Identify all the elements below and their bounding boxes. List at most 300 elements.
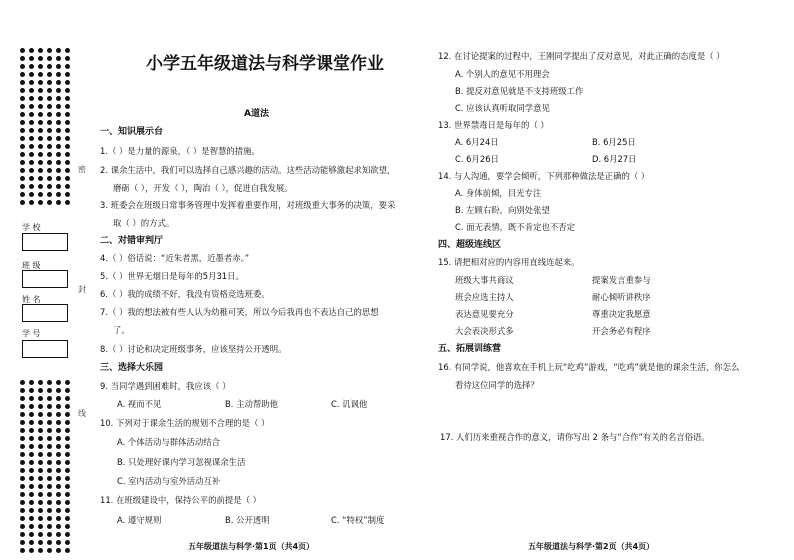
match-left-1: 班级大事共商议: [455, 275, 514, 285]
answer-dot: [47, 524, 52, 529]
answer-dot: [47, 64, 52, 69]
answer-dot: [65, 396, 70, 401]
answer-dot: [65, 476, 70, 481]
match-right-2: 耐心倾听讲秩序: [592, 292, 651, 302]
answer-dot: [65, 96, 70, 101]
answer-dot: [38, 104, 43, 109]
answer-dot: [47, 412, 52, 417]
answer-dot: [56, 152, 61, 157]
answer-dot: [29, 168, 34, 173]
answer-dot: [47, 388, 52, 393]
answer-dot: [65, 168, 70, 173]
question-11-option-a: A. 遵守规则: [117, 515, 162, 525]
answer-dot: [20, 48, 25, 53]
answer-dot: [29, 444, 34, 449]
answer-dot: [20, 192, 25, 197]
answer-dot: [47, 184, 52, 189]
question-7-line-1: 7.（ ）我的想法被有些人认为幼稚可笑，所以今后我再也不表达自己的思想: [100, 307, 379, 317]
answer-dot: [29, 508, 34, 513]
question-11-option-c: C. “特权”制度: [331, 515, 385, 525]
answer-dot: [47, 452, 52, 457]
answer-dot: [65, 176, 70, 181]
question-9-option-b: B. 主动帮助他: [225, 399, 278, 409]
answer-dot: [65, 388, 70, 393]
answer-dot: [38, 64, 43, 69]
answer-dot: [47, 200, 52, 205]
section-5-heading: 五、拓展训练营: [438, 344, 502, 354]
answer-dot: [20, 404, 25, 409]
question-14-option-a: A. 身体前倾，目光专注: [455, 188, 542, 198]
answer-dot: [47, 96, 52, 101]
answer-dot: [56, 72, 61, 77]
answer-dot: [20, 428, 25, 433]
answer-dot: [20, 176, 25, 181]
answer-dot: [38, 168, 43, 173]
answer-dot: [38, 96, 43, 101]
class-label: 班 级: [22, 261, 41, 270]
question-10-option-b: B. 只处理好课内学习忽视课余生活: [117, 457, 246, 467]
answer-dot: [65, 152, 70, 157]
seal-mi: 密: [78, 165, 86, 174]
answer-dot: [29, 380, 34, 385]
answer-dot: [47, 80, 52, 85]
question-13-option-b: B. 6月25日: [592, 137, 636, 147]
answer-dot: [20, 128, 25, 133]
answer-dot: [29, 136, 34, 141]
answer-dot: [56, 120, 61, 125]
answer-dot: [47, 160, 52, 165]
answer-dot: [29, 484, 34, 489]
answer-dot: [56, 56, 61, 61]
answer-dot: [47, 152, 52, 157]
answer-dot: [47, 436, 52, 441]
answer-dot: [20, 452, 25, 457]
answer-dot: [65, 200, 70, 205]
seal-xian: 线: [78, 409, 86, 418]
answer-dot: [56, 540, 61, 545]
answer-dot: [20, 96, 25, 101]
answer-dot: [65, 412, 70, 417]
answer-dot: [56, 484, 61, 489]
answer-dot: [65, 532, 70, 537]
answer-dot: [65, 380, 70, 385]
answer-dot: [56, 160, 61, 165]
answer-dot: [56, 460, 61, 465]
question-14-option-b: B. 左顾右盼，向别处张望: [455, 205, 550, 215]
answer-dot: [56, 104, 61, 109]
answer-dot: [20, 532, 25, 537]
answer-dot: [47, 120, 52, 125]
answer-dot: [20, 492, 25, 497]
answer-dot: [20, 388, 25, 393]
answer-dot: [56, 468, 61, 473]
answer-dot: [29, 160, 34, 165]
question-11-option-b: B. 公开透明: [225, 515, 270, 525]
answer-dot: [65, 160, 70, 165]
answer-dot: [29, 396, 34, 401]
class-field[interactable]: [22, 270, 68, 288]
match-left-2: 班会应选主持人: [455, 292, 514, 302]
answer-dot: [20, 476, 25, 481]
answer-dot: [65, 88, 70, 93]
answer-dot: [56, 96, 61, 101]
answer-dot: [29, 64, 34, 69]
answer-dot: [29, 88, 34, 93]
answer-dot: [47, 48, 52, 53]
answer-dot: [38, 484, 43, 489]
answer-dot: [38, 412, 43, 417]
question-9-option-a: A. 视而不见: [117, 399, 162, 409]
page-title: 小学五年级道法与科学课堂作业: [146, 54, 384, 74]
answer-dot-grid-bottom: [20, 380, 72, 555]
answer-dot: [38, 48, 43, 53]
answer-dot: [38, 388, 43, 393]
answer-dot: [56, 388, 61, 393]
number-label: 学 号: [22, 329, 41, 338]
answer-dot: [65, 120, 70, 125]
answer-dot: [29, 388, 34, 393]
answer-dot: [47, 128, 52, 133]
answer-dot: [56, 548, 61, 553]
question-10-option-c: C. 室内活动与室外活动互补: [117, 476, 221, 486]
answer-dot: [47, 168, 52, 173]
answer-dot: [20, 420, 25, 425]
answer-dot: [65, 48, 70, 53]
answer-dot: [29, 540, 34, 545]
answer-dot: [47, 56, 52, 61]
answer-dot: [38, 516, 43, 521]
answer-dot: [38, 120, 43, 125]
answer-dot: [65, 192, 70, 197]
left-footer: 五年级道法与科学·第1页（共4页）: [188, 542, 315, 551]
answer-dot: [56, 452, 61, 457]
answer-dot: [29, 144, 34, 149]
question-3-line-1: 3. 班委会在班级日常事务管理中发挥着重要作用，对班级重大事务的决策，要采: [100, 200, 396, 210]
answer-dot: [20, 88, 25, 93]
answer-dot: [56, 524, 61, 529]
answer-dot: [47, 500, 52, 505]
answer-dot: [65, 436, 70, 441]
answer-dot: [29, 428, 34, 433]
answer-dot: [38, 444, 43, 449]
question-10-option-a: A. 个体活动与群体活动结合: [117, 437, 221, 447]
answer-dot: [56, 492, 61, 497]
question-7-line-2: 了。: [113, 325, 130, 335]
answer-dot: [56, 176, 61, 181]
answer-dot: [38, 420, 43, 425]
answer-dot: [38, 436, 43, 441]
school-label: 学 校: [22, 223, 41, 232]
answer-dot: [20, 64, 25, 69]
question-12: 12. 在讨论提案的过程中，王刚同学提出了反对意见，对此正确的态度是（ ）: [438, 51, 725, 61]
answer-dot: [20, 468, 25, 473]
answer-dot: [20, 516, 25, 521]
answer-dot: [56, 508, 61, 513]
answer-dot: [56, 112, 61, 117]
answer-dot: [47, 420, 52, 425]
answer-dot: [29, 516, 34, 521]
answer-dot: [29, 104, 34, 109]
seal-feng: 封: [78, 285, 86, 294]
answer-dot: [20, 460, 25, 465]
answer-dot: [20, 484, 25, 489]
answer-dot: [38, 72, 43, 77]
answer-dot: [20, 160, 25, 165]
answer-dot: [38, 500, 43, 505]
answer-dot: [38, 452, 43, 457]
answer-dot: [65, 548, 70, 553]
answer-dot: [29, 420, 34, 425]
answer-dot-grid-top: [20, 48, 72, 208]
answer-dot: [20, 540, 25, 545]
answer-dot: [47, 548, 52, 553]
answer-dot: [29, 48, 34, 53]
answer-dot: [29, 468, 34, 473]
answer-dot: [56, 192, 61, 197]
answer-dot: [56, 48, 61, 53]
answer-dot: [38, 428, 43, 433]
question-14-option-c: C. 面无表情，既不肯定也不否定: [455, 222, 576, 232]
answer-dot: [20, 184, 25, 189]
answer-dot: [20, 80, 25, 85]
answer-dot: [65, 404, 70, 409]
answer-dot: [29, 96, 34, 101]
answer-dot: [56, 136, 61, 141]
section-1-heading: 一、知识展示台: [100, 127, 164, 137]
answer-dot: [29, 128, 34, 133]
answer-dot: [47, 380, 52, 385]
answer-dot: [65, 184, 70, 189]
answer-dot: [38, 396, 43, 401]
question-1: 1.（ ）是力量的源泉，（ ）是智慧的措施。: [100, 146, 260, 156]
answer-dot: [20, 548, 25, 553]
answer-dot: [65, 80, 70, 85]
answer-dot: [20, 104, 25, 109]
answer-dot: [20, 144, 25, 149]
answer-dot: [29, 176, 34, 181]
answer-dot: [29, 548, 34, 553]
answer-dot: [20, 112, 25, 117]
question-14: 14. 与人沟通，要学会倾听，下列那种做法是正确的（ ）: [438, 171, 650, 181]
question-12-option-a: A. 个别人的意见不用理会: [455, 69, 550, 79]
answer-dot: [56, 80, 61, 85]
answer-dot: [47, 476, 52, 481]
answer-dot: [47, 136, 52, 141]
school-field[interactable]: [22, 233, 68, 251]
answer-dot: [56, 420, 61, 425]
answer-dot: [65, 444, 70, 449]
question-3-line-2: 取（ ）的方式。: [113, 218, 175, 228]
answer-dot: [65, 112, 70, 117]
question-12-option-b: B. 提反对意见就是不支持班级工作: [455, 86, 584, 96]
answer-dot: [20, 412, 25, 417]
answer-dot: [65, 136, 70, 141]
match-right-3: 尊重决定我愿意: [592, 309, 651, 319]
answer-dot: [38, 56, 43, 61]
answer-dot: [38, 80, 43, 85]
answer-dot: [38, 548, 43, 553]
answer-dot: [29, 80, 34, 85]
answer-dot: [38, 144, 43, 149]
part-heading: A道法: [244, 109, 269, 119]
question-17: 17. 人们历来重视合作的意义，请你写出 2 条与“合作”有关的名言俗语。: [440, 432, 710, 442]
answer-dot: [56, 500, 61, 505]
answer-dot: [56, 516, 61, 521]
answer-dot: [29, 452, 34, 457]
question-12-option-c: C. 应该认真听取同学意见: [455, 103, 550, 113]
answer-dot: [47, 144, 52, 149]
answer-dot: [47, 516, 52, 521]
answer-dot: [56, 128, 61, 133]
answer-dot: [29, 120, 34, 125]
answer-dot: [65, 452, 70, 457]
answer-dot: [65, 72, 70, 77]
answer-dot: [20, 396, 25, 401]
answer-dot: [29, 72, 34, 77]
question-13-option-d: D. 6月27日: [592, 154, 637, 164]
name-label: 姓 名: [22, 295, 41, 304]
answer-dot: [47, 444, 52, 449]
answer-dot: [56, 476, 61, 481]
answer-dot: [20, 508, 25, 513]
answer-dot: [47, 428, 52, 433]
answer-dot: [56, 436, 61, 441]
answer-dot: [29, 476, 34, 481]
question-13-option-c: C. 6月26日: [455, 154, 499, 164]
answer-dot: [65, 144, 70, 149]
answer-dot: [29, 184, 34, 189]
answer-dot: [38, 468, 43, 473]
question-2-line-2: 磨砺（ ），开发（ ），陶冶（ ），促进自我发展。: [113, 183, 293, 193]
answer-dot: [38, 380, 43, 385]
question-16-line-1: 16. 有同学说，他喜欢在手机上玩“吃鸡”游戏，“吃鸡”就是他的课余生活，你怎么: [438, 362, 740, 372]
answer-dot: [29, 524, 34, 529]
answer-dot: [38, 192, 43, 197]
answer-dot: [56, 88, 61, 93]
answer-dot: [38, 88, 43, 93]
answer-dot: [29, 112, 34, 117]
answer-dot: [38, 112, 43, 117]
answer-dot: [20, 72, 25, 77]
answer-dot: [65, 516, 70, 521]
answer-dot: [38, 160, 43, 165]
answer-dot: [56, 532, 61, 537]
answer-dot: [47, 88, 52, 93]
answer-dot: [29, 460, 34, 465]
answer-dot: [47, 540, 52, 545]
answer-dot: [29, 56, 34, 61]
answer-dot: [47, 112, 52, 117]
answer-dot: [65, 420, 70, 425]
answer-dot: [38, 152, 43, 157]
answer-dot: [29, 404, 34, 409]
answer-dot: [29, 500, 34, 505]
answer-dot: [47, 484, 52, 489]
answer-dot: [65, 540, 70, 545]
answer-dot: [20, 120, 25, 125]
name-field[interactable]: [22, 304, 68, 322]
answer-dot: [65, 468, 70, 473]
answer-dot: [29, 436, 34, 441]
answer-dot: [38, 184, 43, 189]
answer-dot: [38, 492, 43, 497]
answer-dot: [47, 508, 52, 513]
question-15: 15. 请把相对应的内容用直线连起来。: [438, 257, 580, 267]
answer-dot: [20, 200, 25, 205]
answer-dot: [47, 460, 52, 465]
answer-dot: [56, 200, 61, 205]
answer-dot: [20, 380, 25, 385]
question-13-option-a: A. 6月24日: [455, 137, 499, 147]
answer-dot: [38, 404, 43, 409]
question-10: 10. 下列对于课余生活的规划不合理的是（ ）: [100, 418, 270, 428]
answer-dot: [38, 540, 43, 545]
match-left-4: 大会表决形式多: [455, 326, 514, 336]
answer-dot: [56, 412, 61, 417]
question-9-option-c: C. 讥讽他: [331, 399, 368, 409]
right-footer: 五年级道法与科学·第2页（共4页）: [528, 542, 655, 551]
answer-dot: [65, 128, 70, 133]
answer-dot: [38, 460, 43, 465]
answer-dot: [65, 428, 70, 433]
answer-dot: [38, 532, 43, 537]
answer-dot: [29, 200, 34, 205]
answer-dot: [56, 444, 61, 449]
answer-dot: [47, 468, 52, 473]
answer-dot: [56, 380, 61, 385]
answer-dot: [38, 476, 43, 481]
answer-dot: [65, 508, 70, 513]
answer-dot: [65, 56, 70, 61]
question-16-line-2: 看待这位同学的选择？: [455, 380, 539, 390]
answer-dot: [65, 64, 70, 69]
section-4-heading: 四、超级连线区: [438, 240, 502, 250]
answer-dot: [47, 176, 52, 181]
answer-dot: [65, 460, 70, 465]
answer-dot: [56, 396, 61, 401]
answer-dot: [47, 404, 52, 409]
match-left-3: 表达意见要充分: [455, 309, 514, 319]
answer-dot: [20, 444, 25, 449]
question-5: 5.（ ）世界无烟日是每年的5月31日。: [100, 271, 244, 281]
answer-dot: [20, 136, 25, 141]
answer-dot: [38, 176, 43, 181]
question-6: 6.（ ）我的成绩不好，我没有资格竞选班委。: [100, 289, 270, 299]
answer-dot: [38, 524, 43, 529]
answer-dot: [56, 428, 61, 433]
answer-dot: [29, 492, 34, 497]
answer-dot: [47, 532, 52, 537]
answer-dot: [47, 396, 52, 401]
answer-dot: [29, 152, 34, 157]
answer-dot: [65, 492, 70, 497]
answer-dot: [47, 192, 52, 197]
section-3-heading: 三、选择大乐园: [100, 363, 164, 373]
answer-dot: [56, 64, 61, 69]
question-9: 9. 当同学遇到困难时，我应该（ ）: [100, 381, 231, 391]
answer-dot: [29, 192, 34, 197]
answer-dot: [20, 436, 25, 441]
match-right-4: 开会务必有程序: [592, 326, 651, 336]
answer-dot: [56, 404, 61, 409]
answer-dot: [29, 532, 34, 537]
answer-dot: [20, 524, 25, 529]
answer-dot: [20, 500, 25, 505]
question-2-line-1: 2. 课余生活中，我们可以选择自己感兴趣的活动。这些活动能够激起求知欲望，: [100, 165, 396, 175]
number-field[interactable]: [22, 340, 68, 358]
answer-dot: [56, 168, 61, 173]
answer-dot: [29, 412, 34, 417]
